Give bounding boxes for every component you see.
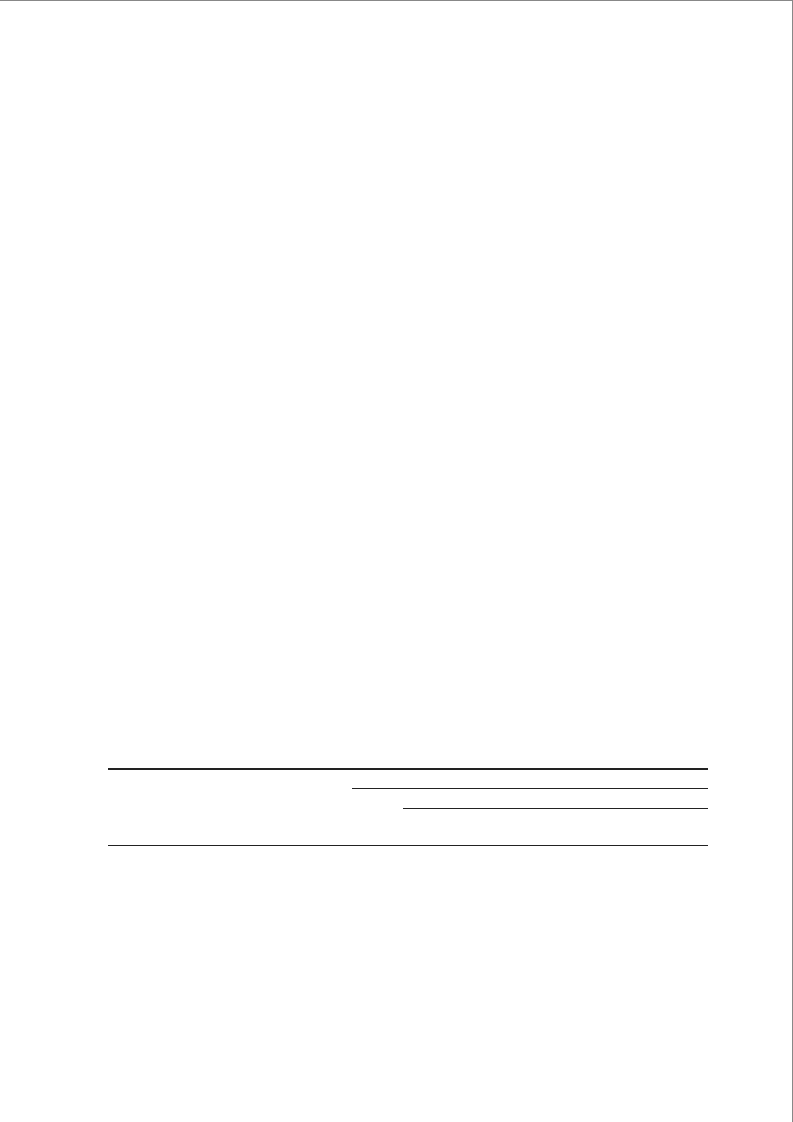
header-top-rule (108, 768, 708, 770)
header-bottom-rule (108, 845, 708, 846)
page-border-top (0, 0, 793, 1)
header-rule-1 (352, 788, 708, 789)
header-rule-2 (403, 808, 708, 809)
